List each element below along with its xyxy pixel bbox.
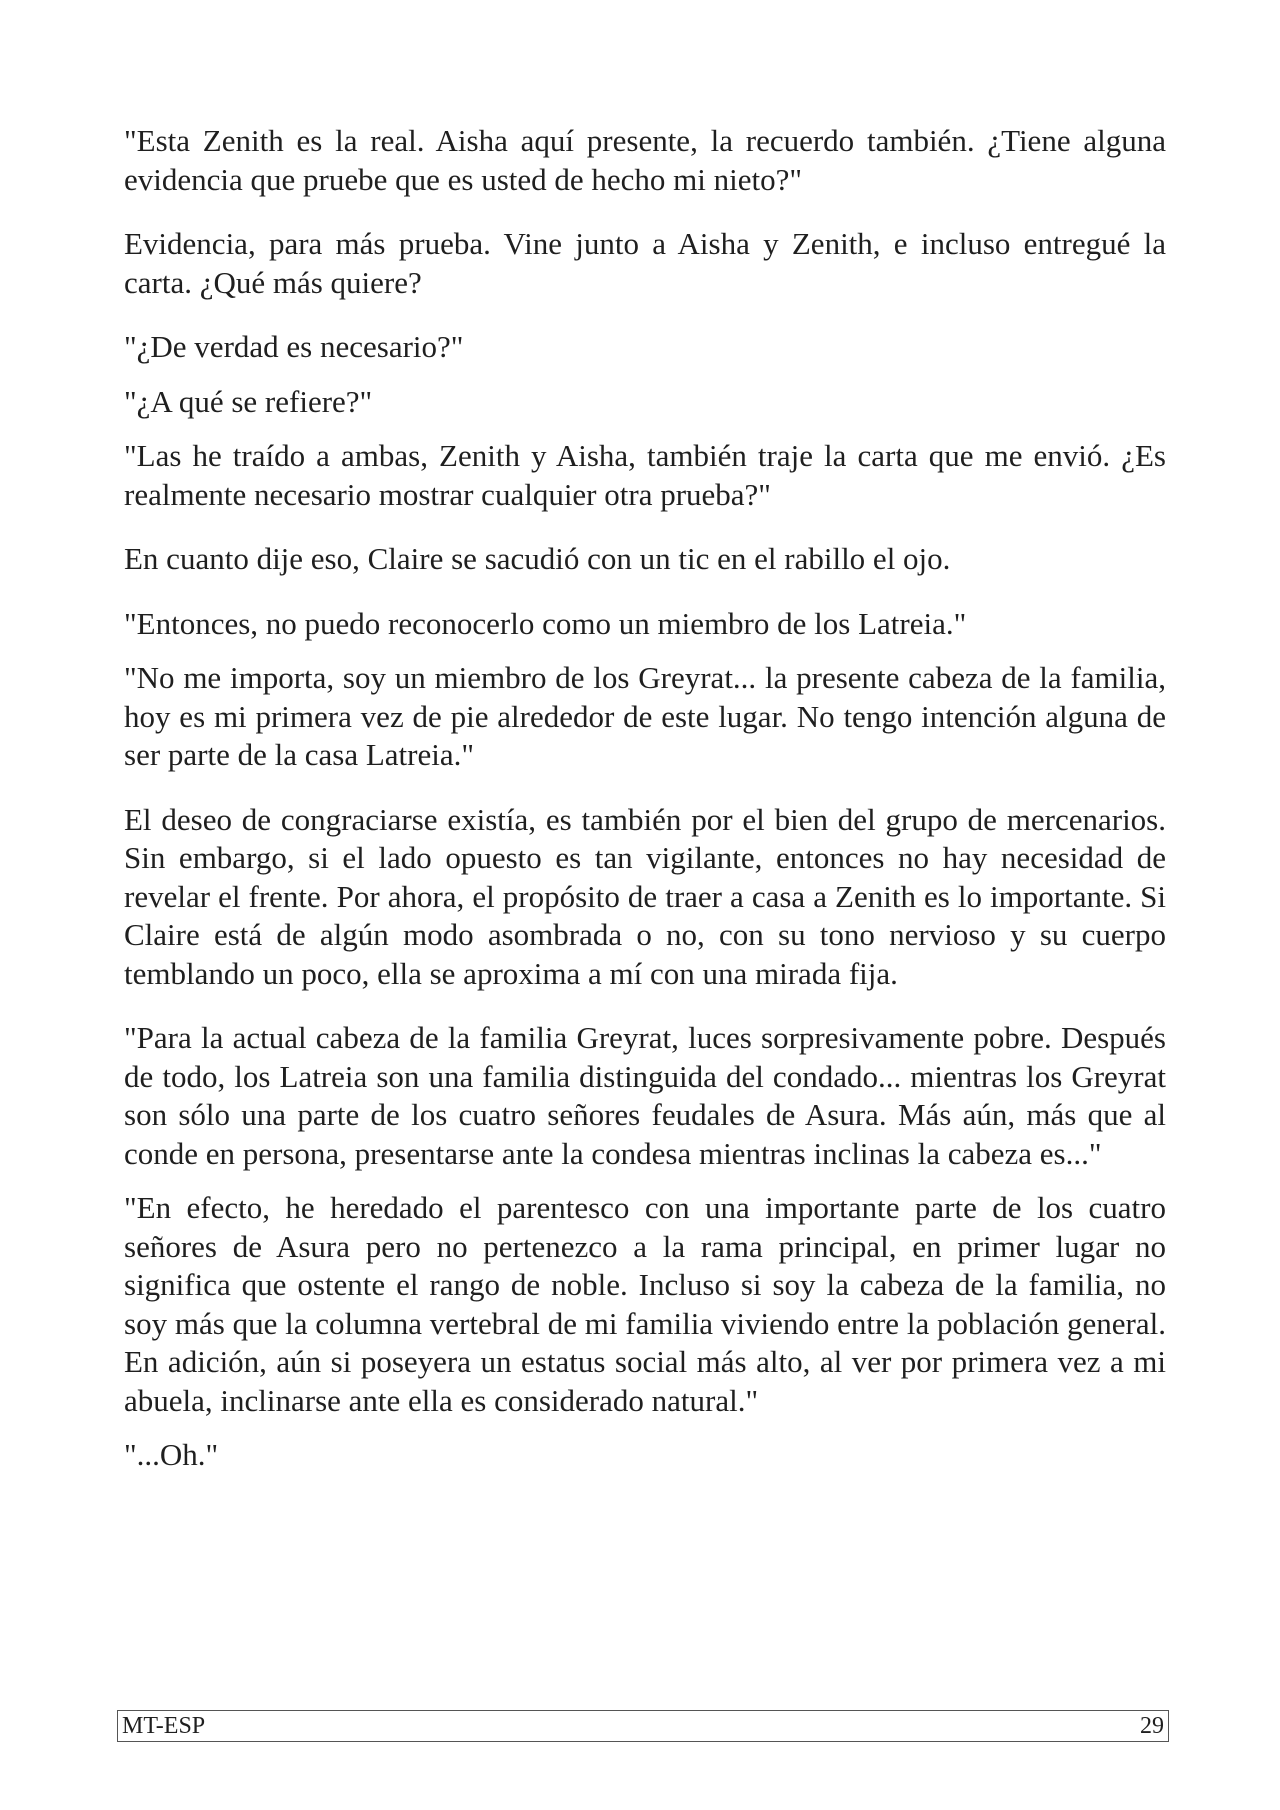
paragraph: "...Oh." [124, 1437, 219, 1472]
paragraph: "Entonces, no puedo reconocerlo como un miembro de los Latreia." [124, 605, 967, 641]
paragraph: "¿De verdad es necesario?" [124, 329, 464, 364]
page-footer [117, 1710, 1169, 1742]
paragraph: "Esta Zenith es la real. Aisha aquí presente, la recuerdo también. ¿Tiene alguna evidencia que pruebe que es usted de hecho mi nieto?" [124, 123, 1166, 197]
body-text [124, 122, 1166, 1501]
paragraph: Evidencia, para más prueba. Vine junto a Aisha y Zenith, e incluso entregué la carta. ¿Qué más quiere? [124, 226, 1166, 300]
paragraph: "No me importa, soy un miembro de los Greyrat... la presente cabeza de la familia, hoy es mi primera vez de pie alrededor de este lugar. No tengo intención alguna de ser parte de la casa Latreia." [124, 660, 1166, 772]
page-number: 29 [1140, 1712, 1164, 1739]
paragraph: "¿A qué se refiere?" [124, 383, 373, 419]
paragraph: "Las he traído a ambas, Zenith y Aisha, también traje la carta que me envió. ¿Es realmente necesario mostrar cualquier otra prueba?" [124, 438, 1166, 512]
paragraph: El deseo de congraciarse existía, es también por el bien del grupo de mercenarios. Sin embargo, si el lado opuesto es tan vigilante, entonces no hay necesidad de revelar el frente. Por ahora, el propósito de traer a casa a Zenith es lo importante. Si Claire está de algún modo asombrada o no, con su tono nervioso y su cuerpo temblando un poco, ella se aproxima a mí con una mirada fija. [124, 801, 1166, 991]
paragraph: "Para la actual cabeza de la familia Greyrat, luces sorpresivamente pobre. Después de todo, los Latreia son una familia distinguida del condado... mientras los Greyrat son sólo una parte de los cuatro señores feudales de Asura. Más aún, más que al conde en persona, presentarse ante la condesa mientras inclinas la cabeza es..." [124, 1020, 1166, 1171]
footer-label: MT-ESP [122, 1712, 206, 1739]
paragraph: "En efecto, he heredado el parentesco con una importante parte de los cuatro señores de Asura pero no pertenezco a la rama principal, en primer lugar no significa que ostente el rango de noble. Incluso si soy la cabeza de la familia, no soy más que la columna vertebral de mi familia viviendo entre la población general. En adición, aún si poseyera un estatus social más alto, al ver por primera vez a mi abuela, inclinarse ante ella es considerado natural." [124, 1190, 1166, 1418]
paragraph: En cuanto dije eso, Claire se sacudió con un tic en el rabillo el ojo. [124, 541, 951, 576]
